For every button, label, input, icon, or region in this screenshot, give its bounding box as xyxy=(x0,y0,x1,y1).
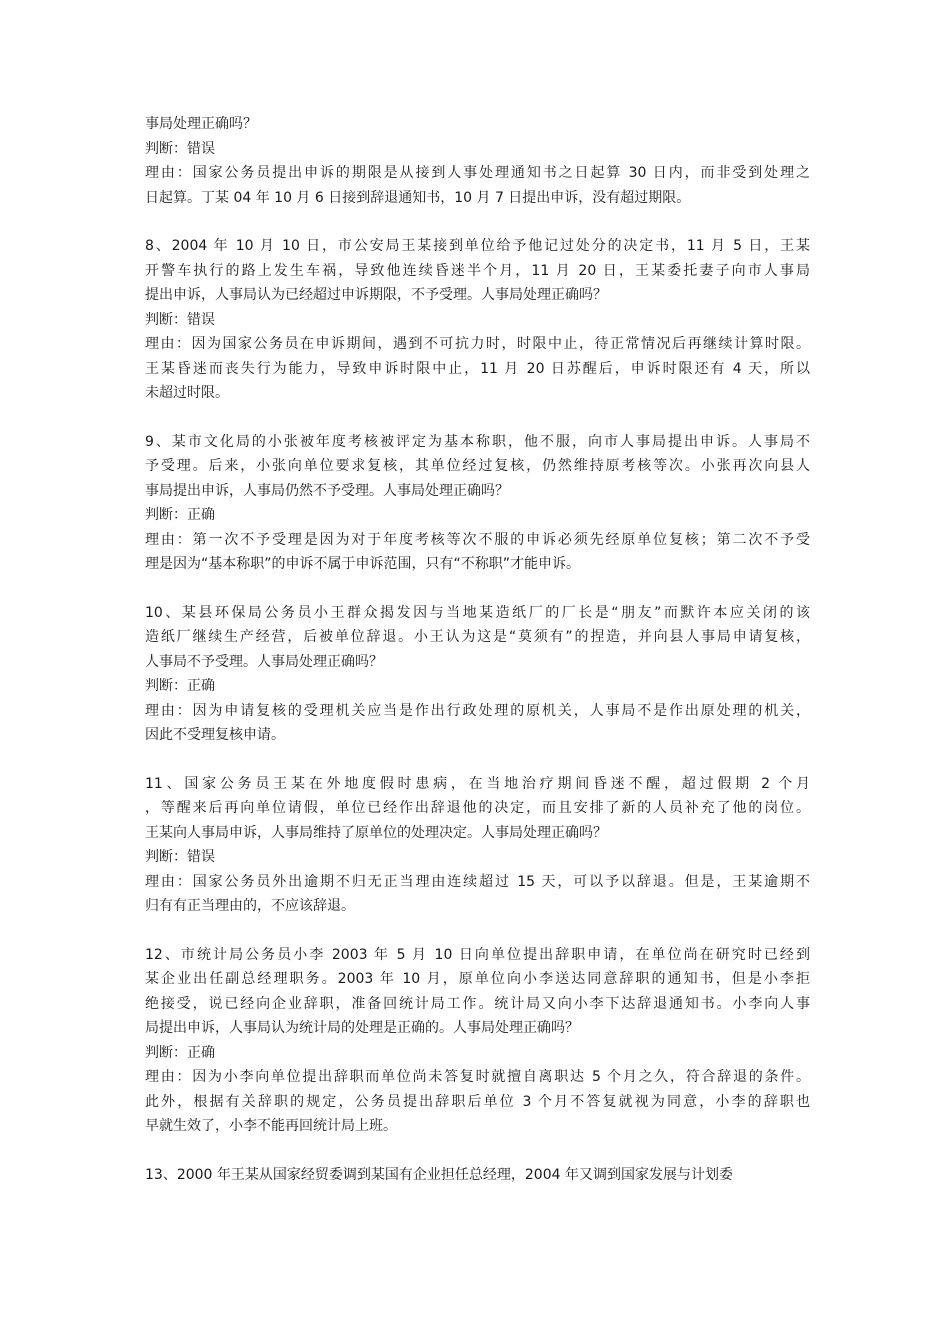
text-line: 13、2000 年王某从国家经贸委调到某国有企业担任总经理，2004 年又调到国家发展与计划委 xyxy=(145,1166,733,1183)
paragraph-gap xyxy=(145,919,810,943)
text-line: 理由：国家公务员外出逾期不归无正当理由连续超过 15 天，可以予以辞退。但是，王某逾期不 xyxy=(145,873,810,890)
text-line: 判断：错误 xyxy=(145,140,215,157)
text-line: 理由：第一次不予受理是因为对于年度考核等次不服的申诉必须先经原单位复核；第二次不予受 xyxy=(145,531,810,548)
paragraph-gap xyxy=(145,748,810,772)
text-line: 判断：错误 xyxy=(145,311,215,328)
text-line: 10、某县环保局公务员小王群众揭发因与当地某造纸厂的厂长是“朋友”而默许本应关闭的该 xyxy=(145,604,810,621)
text-line: 予受理。后来，小张向单位要求复核，其单位经过复核，仍然维持原考核等次。小张再次向县人 xyxy=(145,458,810,474)
paragraph xyxy=(145,772,810,919)
text-line: 未超过时限。 xyxy=(145,385,229,401)
text-line: 理由：因为国家公务员在申诉期间，遇到不可抗力时，时限中止，待正常情况后再继续计算时限。 xyxy=(145,336,810,352)
text-line: 绝接受，说已经向企业辞职，准备回统计局工作。统计局又向小李下达辞退通知书。小李向人事 xyxy=(145,995,810,1012)
text-line: 提出申诉，人事局认为已经超过申诉期限，不予受理。人事局处理正确吗？ xyxy=(145,287,607,303)
text-line: 9、某市文化局的小张被年度考核被评定为基本称职，他不服，向市人事局提出申诉。人事局不 xyxy=(145,433,810,450)
text-line: 理由：因为申请复核的受理机关应当是作出行政处理的原机关，人事局不是作出原处理的机关， xyxy=(145,702,810,719)
text-line: ，等醒来后再向单位请假，单位已经作出辞退他的决定，而且安排了新的人员补充了他的岗位。 xyxy=(145,800,810,816)
text-line: 理是因为“基本称职”的申诉不属于申诉范围，只有“不称职”才能申诉。 xyxy=(145,556,581,572)
text-line: 王某昏迷而丧失行为能力，导致申诉时限中止，11 月 20 日苏醒后，申诉时限还有 4 天，所以 xyxy=(145,360,810,377)
paragraph xyxy=(145,112,810,210)
paragraph xyxy=(145,1163,810,1188)
document-body xyxy=(145,112,810,1187)
text-line: 11、国家公务员王某在外地度假时患病，在当地治疗期间昏迷不醒，超过假期 2 个月 xyxy=(145,775,810,792)
text-line: 此外，根据有关辞职的规定，公务员提出辞职后单位 3 个月不答复就视为同意，小李的辞职也 xyxy=(145,1093,810,1110)
text-line: 造纸厂继续生产经营，后被单位辞退。小王认为这是“莫须有”的捏造，并向县人事局申请复核， xyxy=(145,629,810,645)
text-line: 归有有正当理由的，不应该辞退。 xyxy=(145,898,355,914)
text-line: 判断：错误 xyxy=(145,849,215,865)
text-line: 判断：正确 xyxy=(145,507,215,523)
text-line: 局提出申诉，人事局认为统计局的处理是正确的。人事局处理正确吗？ xyxy=(145,1020,579,1036)
paragraph-gap xyxy=(145,406,810,430)
text-line: 因此不受理复核申请。 xyxy=(145,727,285,743)
text-line: 8、2004 年 10 月 10 日，市公安局王某接到单位给予他记过处分的决定书，11 月 5 日，王某 xyxy=(145,238,810,254)
text-line: 12、市统计局公务员小李 2003 年 5 月 10 日向单位提出辞职申请，在单位尚在研究时已经到 xyxy=(145,946,810,963)
paragraph xyxy=(145,601,810,748)
text-line: 理由：国家公务员提出申诉的期限是从接到人事处理通知书之日起算 30 日内，而非受到处理之 xyxy=(145,165,810,181)
text-line: 某企业出任副总经理职务。2003 年 10 月，原单位向小李送达同意辞职的通知书，但是小李拒 xyxy=(145,971,810,987)
text-line: 日起算。丁某 04 年 10 月 6 日接到辞退通知书，10 月 7 日提出申诉，没有超过期限。 xyxy=(145,189,691,206)
paragraph-gap xyxy=(145,1139,810,1163)
text-line: 事局处理正确吗？ xyxy=(145,116,257,132)
text-line: 判断：正确 xyxy=(145,1044,215,1061)
paragraph-gap xyxy=(145,577,810,601)
text-line: 开警车执行的路上发生车祸，导致他连续昏迷半个月，11 月 20 日，王某委托妻子向市人事局 xyxy=(145,262,810,279)
text-line: 早就生效了，小李不能再回统计局上班。 xyxy=(145,1118,397,1134)
text-line: 王某向人事局申诉，人事局维持了原单位的处理决定。人事局处理正确吗？ xyxy=(145,824,607,841)
text-line: 理由：因为小李向单位提出辞职而单位尚未答复时就擅自离职达 5 个月之久，符合辞退的条件。 xyxy=(145,1069,810,1085)
text-line: 事局提出申诉，人事局仍然不予受理。人事局处理正确吗？ xyxy=(145,482,509,499)
paragraph-gap xyxy=(145,210,810,234)
paragraph xyxy=(145,943,810,1139)
text-line: 人事局不予受理。人事局处理正确吗？ xyxy=(145,653,383,670)
text-line: 判断：正确 xyxy=(145,678,215,694)
paragraph xyxy=(145,234,810,406)
paragraph xyxy=(145,430,810,577)
